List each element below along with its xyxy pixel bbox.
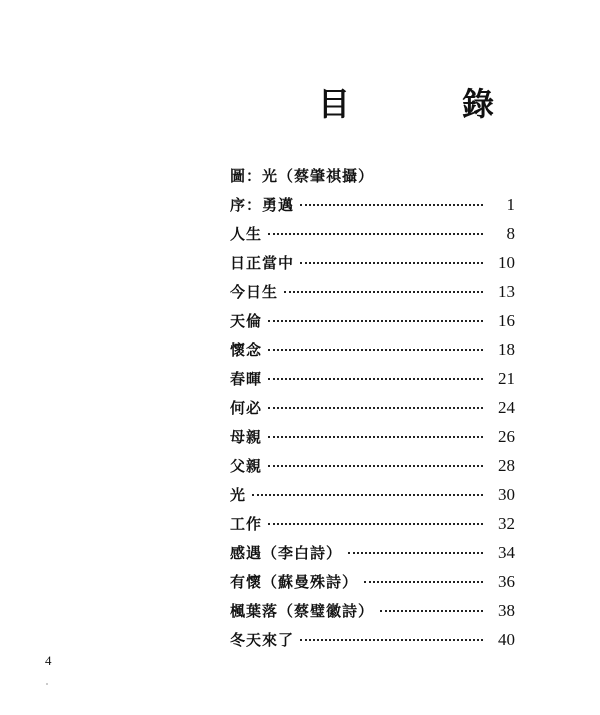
toc-entry-label: 楓葉落（蔡璧徽詩） (230, 602, 375, 620)
dot-leader (300, 196, 483, 206)
toc-entry-label: 懷念 (230, 341, 263, 359)
toc-entry (230, 426, 515, 455)
toc-entry-page: 18 (498, 340, 515, 359)
toc-entry (230, 571, 515, 600)
toc-entry-label: 母親 (230, 428, 263, 446)
toc-entry-page: 13 (498, 282, 515, 301)
toc-entry (230, 629, 515, 658)
dot-leader (268, 399, 483, 409)
dot-leader (380, 602, 483, 612)
dot-leader (364, 573, 483, 583)
toc-entry-label: 人生 (230, 225, 263, 243)
toc-entry-label: 冬天來了 (230, 631, 295, 649)
toc-entry-page: 26 (498, 427, 515, 446)
dot-leader (284, 283, 483, 293)
toc-entry (230, 368, 515, 397)
scan-speck (46, 683, 48, 685)
toc-entry-label: 有懷（蘇曼殊詩） (230, 573, 359, 591)
toc-entry-label: 感遇（李白詩） (230, 544, 343, 562)
toc-entry-page: 40 (498, 630, 515, 649)
toc-entry (230, 310, 515, 339)
toc-entry (230, 165, 515, 194)
toc-entry-label: 父親 (230, 457, 263, 475)
toc-entry (230, 484, 515, 513)
dot-leader (268, 515, 483, 525)
toc-entry (230, 194, 515, 223)
toc-entry-page: 36 (498, 572, 515, 591)
dot-leader (300, 254, 483, 264)
toc-entry (230, 252, 515, 281)
toc-entry (230, 513, 515, 542)
toc-entry-page: 8 (506, 224, 515, 243)
toc-entry-page: 21 (498, 369, 515, 388)
toc-entry-page: 16 (498, 311, 515, 330)
toc-entry-label: 春暉 (230, 370, 263, 388)
page-number: 4 (45, 653, 52, 668)
toc-entry-label: 工作 (230, 515, 263, 533)
table-of-contents (230, 165, 515, 658)
toc-entry-page: 38 (498, 601, 515, 620)
toc-entry-page: 1 (506, 195, 515, 214)
toc-entry-page: 24 (498, 398, 515, 417)
toc-entry (230, 542, 515, 571)
toc-entry-label: 序：勇邁 (230, 196, 295, 214)
dot-leader (268, 341, 483, 351)
toc-entry-label: 天倫 (230, 312, 263, 330)
toc-entry-label: 日正當中 (230, 254, 295, 272)
dot-leader (268, 312, 483, 322)
dot-leader (268, 370, 483, 380)
toc-entry-label: 圖：光（蔡肇祺攝） (230, 167, 375, 185)
toc-entry (230, 339, 515, 368)
dot-leader (268, 457, 483, 467)
toc-entry (230, 455, 515, 484)
dot-leader (252, 486, 483, 496)
toc-entry (230, 397, 515, 426)
dot-leader (348, 544, 483, 554)
toc-entry-label: 光 (230, 486, 247, 504)
toc-entry-page: 10 (498, 253, 515, 272)
toc-entry-page: 28 (498, 456, 515, 475)
toc-entry (230, 223, 515, 252)
dot-leader (300, 631, 483, 641)
toc-entry-page: 32 (498, 514, 515, 533)
toc-entry-label: 何必 (230, 399, 263, 417)
page-title: 目 錄 (318, 85, 535, 123)
toc-entry (230, 600, 515, 629)
toc-entry-page: 34 (498, 543, 515, 562)
dot-leader (268, 428, 483, 438)
toc-entry-page: 30 (498, 485, 515, 504)
toc-entry-label: 今日生 (230, 283, 279, 301)
toc-entry (230, 281, 515, 310)
dot-leader (268, 225, 483, 235)
